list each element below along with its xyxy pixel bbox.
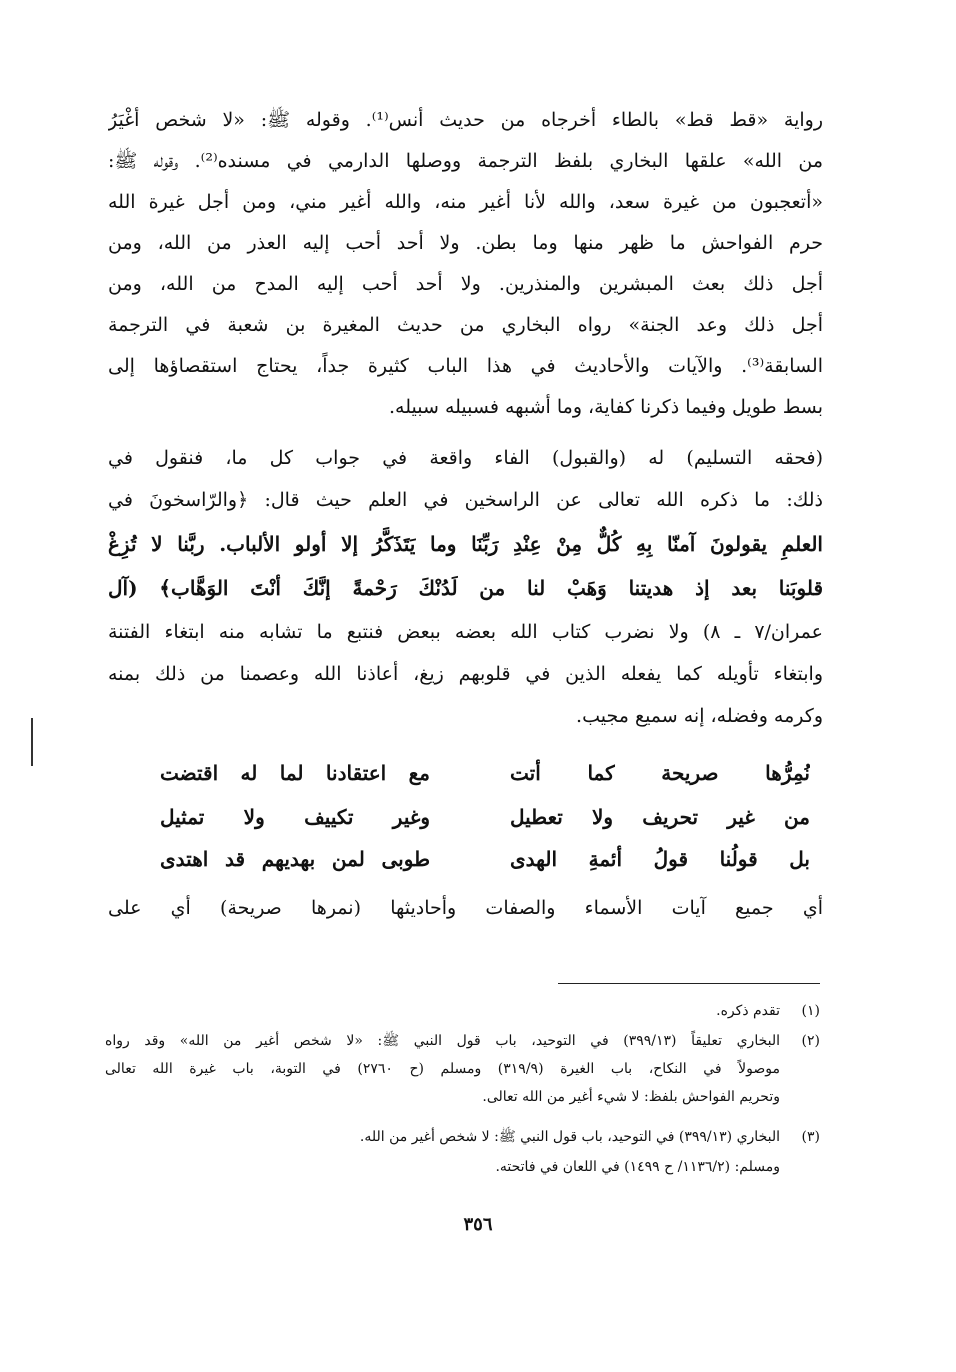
- text-line: (فحقه التسليم) له (والقبول) الفاء واقعة في جواب كل ما، فنقول في: [108, 447, 823, 469]
- verse-hemistich-left: طوبى لمن بهديهم قد اهتدى: [160, 847, 430, 871]
- text-line: أجل ذلك بعث المبشرين والمنذرين. ولا أحد أحب إليه المدح من الله، ومن: [108, 273, 823, 295]
- verse-row: [160, 838, 810, 880]
- text-line: وابتغاء تأويله كما يفعله الذين في قلوبهم زيغ، أعاذنا الله وعصمنا من ذلك بمنه: [108, 663, 823, 685]
- verse-hemistich-right: نُمِرُّها صريحة كما أتت: [510, 761, 810, 785]
- text-line: ذلك: ما ذكره الله تعالى عن الراسخين في العلم حيث قال: ﴿والرّاسخونَ في: [108, 489, 823, 511]
- footnote-text: موصولاً في النكاح، باب الغيرة (٣١٩/٩) ومسلم (ح ٢٧٦٠) في التوبة، باب غيرة الله تعالى: [105, 1061, 780, 1077]
- text-line: بسط طويل وفيما ذكرنا كفاية، وما أشبهه فسبيله سبيله.: [389, 396, 823, 418]
- verse-hemistich-right: بل قولُنا قولُ أئمةِ الهدى: [510, 847, 810, 871]
- footnote-text: تقدم ذكره.: [716, 1003, 780, 1019]
- verse-row: [160, 752, 810, 794]
- footnote-text: البخاري تعليقاً (٣٩٩/١٣) في التوحيد، باب قول النبي ﷺ: «لا شخص أغير من الله» وقد رواه: [105, 1033, 780, 1049]
- text-line: من الله» علقها البخاري بلفظ الترجمة ووصلها الدارمي في مسنده⁽²⁾. وقوله ﷺ:: [108, 150, 823, 172]
- footnote-text: البخاري (٣٩٩/١٣) في التوحيد، باب قول النبي ﷺ: لا شخص أغير من الله.: [359, 1129, 780, 1145]
- verse-row: [160, 796, 810, 838]
- text-line: رواية «قط قط» بالطاء أخرجاه من حديث أنس⁽¹⁾. وقوله ﷺ: «لا شخص أغْيَرُ: [108, 109, 823, 131]
- verse-hemistich-left: مع اعتقادنا لما له اقتضت: [160, 761, 430, 785]
- margin-mark: [31, 718, 33, 766]
- quran-line: العلمِ يقولونَ آمنّا بِهِ كُلٌّ مِنْ عِنْدِ رَبِّنَا وما يَتَذَكَّرُ إلا أولو الألباب. ربَّنا لا تُزِغْ: [108, 532, 823, 556]
- page-number: ٣٥٦: [463, 1214, 493, 1235]
- footnote-number: (٢): [801, 1033, 820, 1049]
- text-line: أجل ذلك وعد الجنة» رواه البخاري من حديث المغيرة بن شعبة في الترجمة: [108, 314, 823, 336]
- footnote-text: وتحريم الفواحش بلفظ: لا شيء أغير من الله تعالى.: [482, 1089, 780, 1105]
- verse-hemistich-left: وغير تكييف ولا تمثيل: [160, 805, 430, 829]
- quran-line: قلوبَنا بعد إذ هديتنا وَهَبْ لنا من لَدُنْكَ رَحْمةً إنَّكَ أنْتَ الوَهَّاب﴾ (آل: [108, 576, 823, 600]
- text-line: السابقة⁽³⁾. والآيات والأحاديث في هذا الباب كثيرة جداً، يحتاج استقصاؤها إلى: [108, 355, 823, 377]
- text-line: عمران/٧ ـ ٨) ولا نضرب كتاب الله بعضه ببعض فنتبع ما تشابه منه ابتغاء الفتنة: [108, 621, 823, 643]
- text-line: حرم الفواحش ما ظهر منها وما بطن. ولا أحد أحب إليه العذر من الله، ومن: [108, 232, 823, 254]
- text-line: أي جميع آيات الأسماء والصفات وأحاديثها (نمرها صريحة) أي على: [108, 897, 823, 919]
- footnote-text: ومسلم: (١١٣٦/٢/ ح ١٤٩٩) في اللعان في فاتحته.: [495, 1159, 780, 1175]
- verse-hemistich-right: من غير تحريف ولا تعطيل: [510, 805, 810, 829]
- text-line: وكرمه وفضله، إنه سميع مجيب.: [576, 705, 823, 727]
- footnote-number: (١): [801, 1003, 820, 1019]
- footnote-number: (٣): [801, 1129, 820, 1145]
- text-line: «أتعجبون من غيرة سعد، والله لأنا أغير منه، والله أغير مني، ومن أجل غيرة الله: [108, 191, 823, 213]
- footnote-separator: [558, 983, 820, 984]
